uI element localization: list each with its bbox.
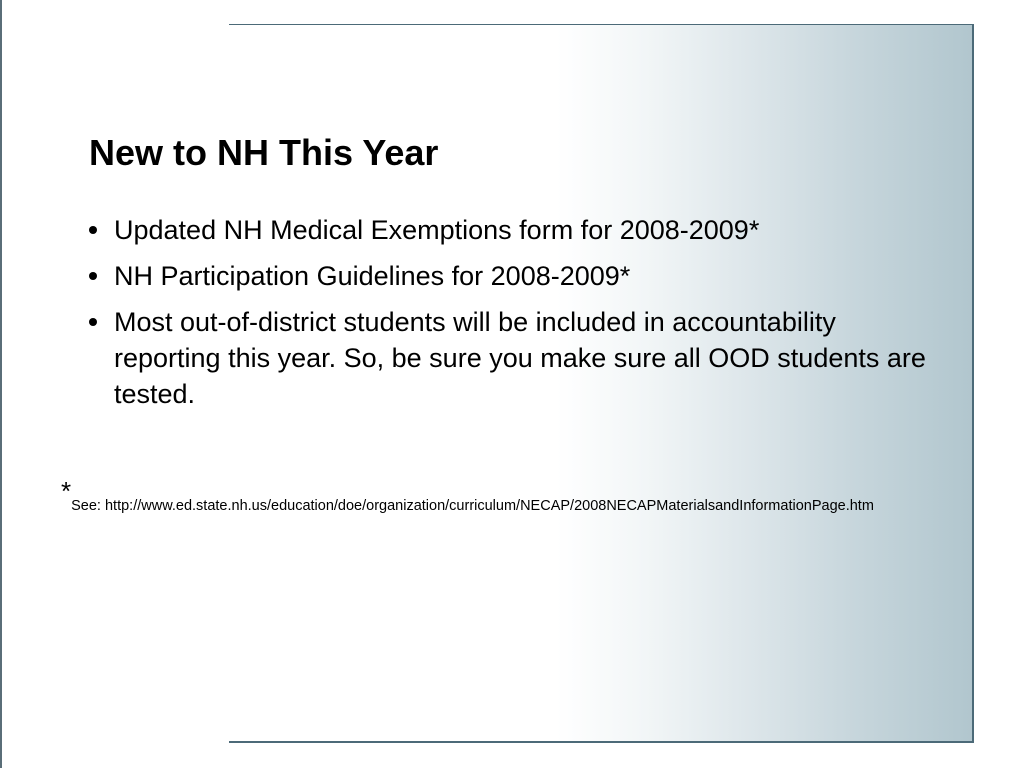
panel-bottom-border [229,741,974,743]
slide-left-border [0,0,2,768]
footnote-link-text[interactable]: See: http://www.ed.state.nh.us/education/doe/organization/curriculum/NECAP/2008NECAPMaterialsandInformationPage.htm [71,498,874,514]
footnote-marker: * [61,476,72,506]
bullet-item [89,258,929,294]
bullet-dot-icon [89,226,97,234]
panel-right-border [972,24,974,743]
panel-top-border [229,24,974,25]
bullet-item [89,212,929,248]
bullet-text: NH Participation Guidelines for 2008-2009* [114,261,631,291]
bullet-item [89,304,929,412]
bullet-text: Updated NH Medical Exemptions form for 2008-2009* [114,215,760,245]
bullet-dot-icon [89,318,97,326]
footnote [61,476,874,514]
bullet-text: Most out-of-district students will be included in accountability reporting this year. So, be sure you make sure all OOD students are tested. [114,307,926,409]
bullet-list [89,212,929,422]
slide-title: New to NH This Year [89,132,439,173]
bullet-dot-icon [89,272,97,280]
